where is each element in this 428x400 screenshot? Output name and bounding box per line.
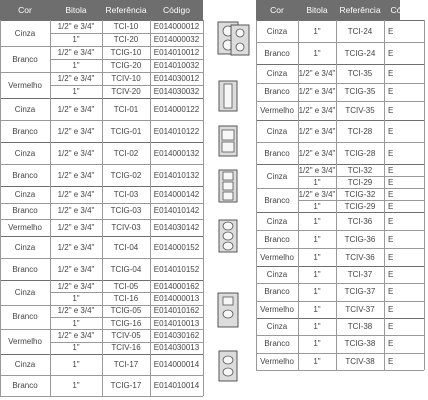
- switch-plate-image: [219, 351, 237, 381]
- cell-bitola: 1": [313, 270, 321, 280]
- cell-referencia: TCIG-04: [110, 264, 142, 274]
- cell-codigo: E: [388, 287, 394, 297]
- cell-bitola: 1/2" e 3/4": [57, 104, 95, 114]
- switch-plate-image: [218, 293, 238, 327]
- cell-bitola: 1": [72, 360, 80, 369]
- cell-referencia: TCI-17: [113, 360, 139, 369]
- cell-bitola: 1": [313, 304, 321, 314]
- cell-referencia: TCIG-38: [344, 339, 376, 349]
- cell-bitola: 1/2" e 3/4": [57, 22, 95, 31]
- cell-cor: Cinza: [266, 216, 288, 226]
- cell-bitola: 1/2" e 3/4": [57, 306, 95, 316]
- cell-bitola: 1/2" e 3/4": [298, 165, 336, 175]
- cell-referencia: TCI-04: [113, 242, 139, 252]
- cell-bitola: 1/2" e 3/4": [298, 106, 336, 116]
- cell-bitola: 1": [313, 177, 321, 187]
- header-referencia: Referência: [339, 5, 381, 15]
- cell-bitola: 1/2" e 3/4": [298, 87, 336, 97]
- cell-codigo: E: [388, 177, 394, 187]
- cell-referencia: TCIG-02: [110, 170, 142, 180]
- cell-cor: Branco: [264, 48, 290, 58]
- cell-referencia: TCIG-36: [344, 234, 376, 244]
- cell-referencia: TCIG-01: [110, 126, 142, 136]
- cell-referencia: TCIG-24: [344, 48, 376, 58]
- cell-referencia: TCI-10: [113, 22, 139, 31]
- column-divider: [424, 20, 425, 370]
- cell-referencia: TCIV-16: [111, 343, 141, 353]
- cell-bitola: 1": [313, 234, 321, 244]
- switch-plate-image: [231, 25, 249, 55]
- header-codigo: Código: [390, 5, 418, 15]
- cell-bitola: 1": [72, 87, 80, 96]
- cell-referencia: TCIG-03: [110, 206, 142, 216]
- cell-referencia: TCI-28: [347, 126, 373, 136]
- cell-codigo: E: [388, 252, 394, 262]
- cell-codigo: E: [388, 165, 394, 175]
- cell-codigo: E014000152: [153, 242, 200, 252]
- cell-codigo: E: [388, 304, 394, 314]
- cell-codigo: E014010122: [153, 126, 200, 136]
- cell-cor: Branco: [12, 126, 38, 136]
- cell-bitola: 1": [313, 252, 321, 262]
- cell-cor: Vermelho: [8, 223, 42, 233]
- cell-codigo: E: [388, 68, 394, 78]
- cell-codigo: E: [388, 26, 394, 36]
- cell-bitola: 1/2" e 3/4": [57, 74, 95, 83]
- cell-bitola: 1": [72, 343, 80, 353]
- cell-cor: Branco: [12, 381, 38, 390]
- cell-cor: Branco: [12, 312, 38, 322]
- cell-codigo: E: [388, 322, 394, 332]
- cell-bitola: 1/2" e 3/4": [57, 48, 95, 57]
- cell-referencia: TCI-01: [113, 104, 139, 114]
- cell-bitola: 1": [313, 356, 321, 366]
- cell-bitola: 1/2" e 3/4": [57, 330, 95, 340]
- cell-referencia: TCIV-05: [111, 330, 141, 340]
- cell-cor: Cinza: [14, 287, 36, 297]
- cell-referencia: TCIV-38: [345, 356, 375, 366]
- cell-codigo: E: [388, 126, 394, 136]
- header-codigo: Código: [163, 5, 190, 15]
- cell-bitola: 1/2" e 3/4": [57, 242, 95, 252]
- cell-codigo: E014000122: [153, 104, 200, 114]
- cell-codigo: E: [388, 339, 394, 349]
- cell-cor: Branco: [12, 170, 38, 180]
- cell-bitola: 1": [72, 61, 80, 70]
- cell-cor: Cinza: [266, 68, 288, 78]
- cell-referencia: TCI-38: [347, 322, 373, 332]
- cell-referencia: TCIG-16: [110, 318, 142, 328]
- cell-bitola: 1": [72, 381, 80, 390]
- cell-bitola: 1": [313, 26, 321, 36]
- cell-referencia: TCIG-05: [110, 306, 142, 316]
- cell-bitola: 1": [72, 35, 80, 44]
- cell-referencia: TCIV-36: [345, 252, 375, 262]
- cell-referencia: TCI-36: [347, 216, 373, 226]
- cell-referencia: TCIG-29: [344, 201, 376, 211]
- cell-bitola: 1/2" e 3/4": [57, 264, 95, 274]
- cell-cor: Cinza: [266, 270, 288, 280]
- cell-bitola: 1/2" e 3/4": [57, 126, 95, 136]
- switch-plate-image: [219, 170, 237, 202]
- cell-bitola: 1": [313, 339, 321, 349]
- cell-cor: Branco: [264, 287, 290, 297]
- cell-codigo: E014030012: [153, 74, 200, 83]
- cell-cor: Vermelho: [260, 252, 294, 262]
- cell-referencia: TCIG-28: [344, 148, 376, 158]
- switch-plate-image: [219, 220, 237, 252]
- cell-bitola: 1/2" e 3/4": [298, 189, 336, 199]
- cell-bitola: 1/2" e 3/4": [57, 281, 95, 291]
- switch-plate-image: [219, 126, 237, 156]
- cell-cor: Branco: [264, 234, 290, 244]
- cell-codigo: E: [388, 216, 394, 226]
- cell-cor: Cinza: [266, 26, 288, 36]
- cell-codigo: E014010014: [153, 381, 200, 390]
- cell-codigo: E014010032: [153, 61, 200, 70]
- cell-cor: Branco: [12, 206, 38, 216]
- cell-codigo: E: [388, 356, 394, 366]
- cell-referencia: TCIV-35: [345, 106, 375, 116]
- cell-cor: Vermelho: [260, 304, 294, 314]
- cell-referencia: TCIG-32: [344, 189, 376, 199]
- cell-bitola: 1": [313, 287, 321, 297]
- cell-bitola: 1/2" e 3/4": [298, 68, 336, 78]
- cell-bitola: 1/2" e 3/4": [298, 148, 336, 158]
- cell-codigo: E014030162: [153, 330, 200, 340]
- cell-codigo: E014030013: [153, 343, 200, 353]
- cell-codigo: E: [388, 234, 394, 244]
- cell-referencia: TCI-02: [113, 148, 139, 158]
- cell-bitola: 1": [72, 293, 80, 303]
- cell-cor: Vermelho: [8, 80, 42, 90]
- cell-bitola: 1/2" e 3/4": [57, 189, 95, 199]
- cell-cor: Vermelho: [260, 106, 294, 116]
- cell-referencia: TCI-05: [113, 281, 139, 291]
- cell-cor: Cinza: [14, 28, 36, 38]
- cell-codigo: E014010012: [153, 48, 200, 57]
- cell-bitola: 1/2" e 3/4": [57, 170, 95, 180]
- cell-cor: Cinza: [266, 322, 288, 332]
- cell-cor: Branco: [12, 264, 38, 274]
- cell-cor: Branco: [264, 148, 290, 158]
- header-cor: Cor: [18, 5, 32, 15]
- cell-bitola: 1/2" e 3/4": [57, 223, 95, 233]
- cell-codigo: E014010013: [153, 318, 200, 328]
- cell-referencia: TCIV-20: [111, 87, 141, 96]
- cell-referencia: TCI-35: [347, 68, 373, 78]
- cell-cor: Cinza: [14, 104, 36, 114]
- cell-codigo: E: [388, 148, 394, 158]
- cell-codigo: E014030032: [153, 87, 200, 96]
- cell-codigo: E014000142: [153, 189, 200, 199]
- cell-referencia: TCI-24: [347, 26, 373, 36]
- cell-referencia: TCI-03: [113, 189, 139, 199]
- cell-codigo: E014000162: [153, 281, 200, 291]
- cell-cor: Branco: [264, 87, 290, 97]
- cell-codigo: E014010162: [153, 306, 200, 316]
- cell-referencia: TCIG-37: [344, 287, 376, 297]
- cell-bitola: 1": [313, 322, 321, 332]
- header-referencia: Referência: [105, 5, 147, 15]
- cell-referencia: TCIV-10: [111, 74, 141, 83]
- cell-cor: Cinza: [14, 189, 36, 199]
- cell-bitola: 1/2" e 3/4": [298, 126, 336, 136]
- cell-cor: Cinza: [14, 148, 36, 158]
- cell-cor: Vermelho: [8, 337, 42, 347]
- cell-codigo: E014000032: [153, 35, 200, 44]
- cell-codigo: E014000132: [153, 148, 200, 158]
- cell-codigo: E014010132: [153, 170, 200, 180]
- cell-codigo: E: [388, 189, 394, 199]
- header-bitola: Bitola: [65, 5, 87, 15]
- cell-bitola: 1/2" e 3/4": [57, 206, 95, 216]
- cell-cor: Vermelho: [260, 356, 294, 366]
- cell-cor: Cinza: [266, 126, 288, 136]
- cell-bitola: 1": [313, 216, 321, 226]
- cell-codigo: E: [388, 87, 394, 97]
- cell-referencia: TCIG-35: [344, 87, 376, 97]
- cell-cor: Branco: [264, 195, 290, 205]
- switch-plate-image: [219, 81, 237, 111]
- cell-bitola: 1": [72, 318, 80, 328]
- cell-codigo: E014010142: [153, 206, 200, 216]
- cell-referencia: TCIV-03: [111, 223, 141, 233]
- cell-referencia: TCI-29: [347, 177, 373, 187]
- cell-codigo: E: [388, 270, 394, 280]
- cell-bitola: 1/2" e 3/4": [57, 148, 95, 158]
- cell-referencia: TCIG-17: [110, 381, 142, 390]
- cell-cor: Cinza: [266, 171, 288, 181]
- cell-codigo: E: [388, 201, 394, 211]
- cell-codigo: E: [388, 48, 394, 58]
- cell-referencia: TCIG-10: [110, 48, 142, 57]
- cell-cor: Cinza: [14, 242, 36, 252]
- cell-codigo: E014000013: [153, 293, 200, 303]
- cell-referencia: TCIG-20: [110, 61, 142, 70]
- cell-referencia: TCI-20: [113, 35, 139, 44]
- cell-cor: Branco: [264, 339, 290, 349]
- cell-referencia: TCI-37: [347, 270, 373, 280]
- cell-bitola: 1": [313, 201, 321, 211]
- header-bitola: Bitola: [306, 5, 328, 15]
- cell-referencia: TCI-16: [113, 293, 139, 303]
- cell-codigo: E014010152: [153, 264, 200, 274]
- cell-codigo: E014000014: [153, 360, 200, 369]
- cell-cor: Cinza: [14, 360, 36, 369]
- cell-bitola: 1": [313, 48, 321, 58]
- cell-codigo: E014030142: [153, 223, 200, 233]
- cell-codigo: E014000012: [153, 22, 200, 31]
- cell-referencia: TCI-32: [347, 165, 373, 175]
- header-cor: Cor: [270, 5, 284, 15]
- cell-referencia: TCIV-37: [345, 304, 375, 314]
- cell-codigo: E: [388, 106, 394, 116]
- cell-cor: Branco: [12, 54, 38, 64]
